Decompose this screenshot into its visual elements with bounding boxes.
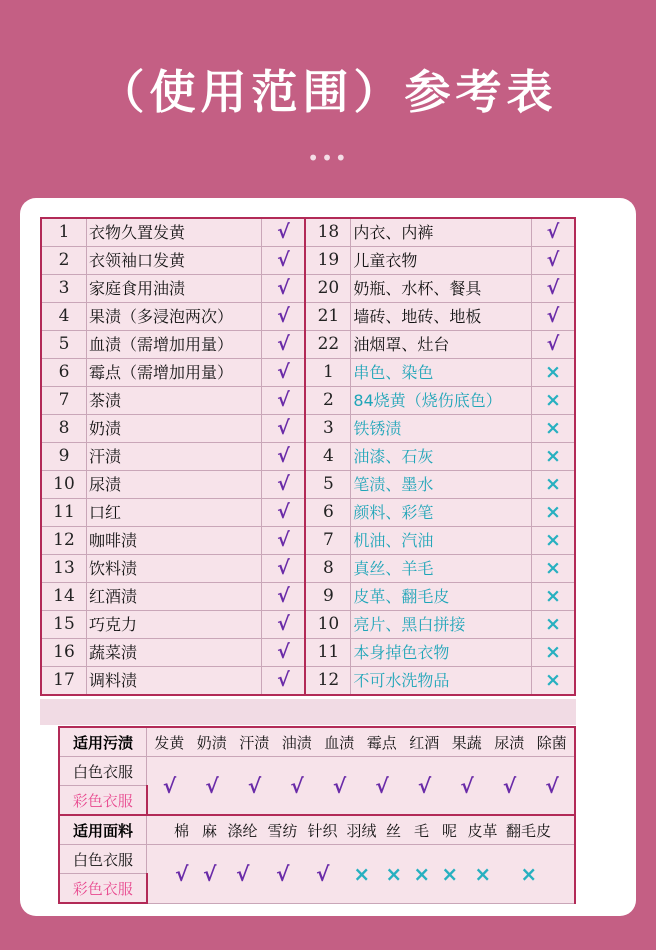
right-label: 亮片、黑白拼接 (351, 611, 532, 639)
left-number: 8 (41, 415, 87, 443)
fabrics-white-label: 白色衣服 (59, 845, 147, 874)
right-label: 本身掉色衣物 (351, 639, 532, 667)
stains-white-label: 白色衣服 (59, 757, 147, 786)
table-row (41, 471, 575, 499)
left-label: 果渍（多浸泡两次） (87, 303, 262, 331)
fabric-mark: × (441, 861, 459, 886)
right-number: 9 (305, 583, 351, 611)
table-row (41, 443, 575, 471)
left-number: 7 (41, 387, 87, 415)
fabric-mark: × (353, 861, 371, 886)
left-check-mark: √ (262, 499, 306, 527)
stain-type: 汗渍 (239, 733, 270, 752)
right-number: 4 (305, 443, 351, 471)
right-cross-mark: × (532, 555, 576, 583)
left-label: 血渍（需增加用量） (87, 331, 262, 359)
right-label: 铁锈渍 (351, 415, 532, 443)
stain-type: 油渍 (281, 733, 312, 752)
right-label: 84烧黄（烧伤底色） (351, 387, 532, 415)
table-row (41, 667, 575, 696)
left-check-mark: √ (262, 359, 306, 387)
fabric-type: 丝 (385, 821, 401, 840)
table-row (41, 359, 575, 387)
stain-type: 奶渍 (196, 733, 227, 752)
stain-type: 发黄 (154, 733, 185, 752)
stain-check-mark: √ (545, 773, 559, 798)
fabric-mark: × (413, 861, 431, 886)
fabric-type: 呢 (441, 821, 457, 840)
table-row (41, 639, 575, 667)
right-label: 真丝、羊毛 (351, 555, 532, 583)
left-check-mark: √ (262, 443, 306, 471)
stain-type: 霉点 (366, 733, 397, 752)
left-label: 家庭食用油渍 (87, 275, 262, 303)
left-number: 2 (41, 247, 87, 275)
stains-color-label: 彩色衣服 (59, 786, 147, 816)
right-label: 儿童衣物 (351, 247, 532, 275)
fabric-mark: √ (175, 861, 189, 886)
left-check-mark: √ (262, 555, 306, 583)
left-label: 汗渍 (87, 443, 262, 471)
right-cross-mark: × (532, 387, 576, 415)
left-label: 奶渍 (87, 415, 262, 443)
right-cross-mark: × (532, 471, 576, 499)
fabrics-color-label: 彩色衣服 (59, 874, 147, 904)
table-row (41, 499, 575, 527)
fabric-mark: √ (276, 861, 290, 886)
right-number: 6 (305, 499, 351, 527)
stain-type: 尿渍 (494, 733, 525, 752)
table-row (41, 303, 575, 331)
fabric-mark: √ (316, 861, 330, 886)
right-label: 内衣、内裤 (351, 218, 532, 247)
table-row (41, 275, 575, 303)
right-cross-mark: × (532, 527, 576, 555)
right-number: 12 (305, 667, 351, 696)
fabrics-header: 适用面料 (59, 815, 147, 845)
fabric-mark: √ (236, 861, 250, 886)
right-label: 油漆、石灰 (351, 443, 532, 471)
stain-check-mark: √ (417, 773, 432, 798)
fabric-type: 涤纶 (227, 821, 258, 840)
left-check-mark: √ (262, 667, 306, 696)
table-row (41, 527, 575, 555)
fabric-type: 麻 (201, 821, 217, 840)
table-row (41, 611, 575, 639)
stain-check-mark: √ (375, 773, 389, 798)
right-cross-mark: × (532, 583, 576, 611)
right-number: 20 (305, 275, 351, 303)
page-title: （使用范围）参考表 (98, 65, 558, 119)
left-number: 3 (41, 275, 87, 303)
table-row (41, 247, 575, 275)
right-number: 1 (305, 359, 351, 387)
fabric-type: 雪纺 (267, 821, 298, 840)
left-check-mark: √ (262, 331, 306, 359)
right-number: 22 (305, 331, 351, 359)
table-row (41, 555, 575, 583)
right-number: 2 (305, 387, 351, 415)
right-number: 3 (305, 415, 351, 443)
left-check-mark: √ (262, 275, 306, 303)
right-number: 8 (305, 555, 351, 583)
right-label: 串色、染色 (351, 359, 532, 387)
left-number: 12 (41, 527, 87, 555)
left-check-mark: √ (262, 527, 306, 555)
applicable-table (58, 726, 576, 904)
left-check-mark: √ (262, 611, 306, 639)
left-check-mark: √ (262, 471, 306, 499)
left-label: 霉点（需增加用量） (87, 359, 262, 387)
right-label: 奶瓶、水杯、餐具 (351, 275, 532, 303)
right-number: 7 (305, 527, 351, 555)
right-label: 墙砖、地砖、地板 (351, 303, 532, 331)
table-row (41, 218, 575, 247)
stain-type: 除菌 (536, 733, 567, 752)
stain-check-mark: √ (162, 773, 177, 798)
fabric-type: 皮革 (467, 821, 498, 840)
right-number: 21 (305, 303, 351, 331)
left-number: 15 (41, 611, 87, 639)
left-number: 9 (41, 443, 87, 471)
stain-check-mark: √ (247, 773, 262, 798)
stains-header: 适用污渍 (59, 727, 147, 757)
fabric-type: 针织 (307, 821, 338, 840)
right-cross-mark: × (532, 443, 576, 471)
stain-check-mark: √ (205, 773, 219, 798)
left-label: 巧克力 (87, 611, 262, 639)
right-cross-mark: × (532, 639, 576, 667)
spacer-band (40, 699, 576, 725)
left-number: 1 (41, 218, 87, 247)
table-row (41, 583, 575, 611)
right-cross-mark: × (532, 359, 576, 387)
right-label: 笔渍、墨水 (351, 471, 532, 499)
right-number: 11 (305, 639, 351, 667)
stain-check-mark: √ (460, 773, 474, 798)
right-cross-mark: × (532, 611, 576, 639)
left-label: 咖啡渍 (87, 527, 262, 555)
fabrics-items (147, 815, 576, 845)
left-number: 5 (41, 331, 87, 359)
left-check-mark: √ (262, 303, 306, 331)
left-label: 茶渍 (87, 387, 262, 415)
left-check-mark: √ (262, 639, 306, 667)
fabrics-marks (147, 845, 576, 904)
stain-type: 血渍 (324, 733, 355, 752)
stains-marks (147, 757, 576, 816)
left-number: 11 (41, 499, 87, 527)
left-label: 衣领袖口发黄 (87, 247, 262, 275)
left-check-mark: √ (262, 387, 306, 415)
right-label: 油烟罩、灶台 (351, 331, 532, 359)
right-label: 机油、汽油 (351, 527, 532, 555)
left-label: 尿渍 (87, 471, 262, 499)
right-check-mark: √ (532, 331, 576, 359)
left-check-mark: √ (262, 583, 306, 611)
left-check-mark: √ (262, 218, 306, 247)
ellipsis-dots: ••• (307, 146, 349, 170)
fabric-mark: × (520, 861, 538, 886)
fabric-mark: √ (203, 861, 217, 886)
right-label: 颜料、彩笔 (351, 499, 532, 527)
left-number: 6 (41, 359, 87, 387)
right-number: 10 (305, 611, 351, 639)
left-number: 16 (41, 639, 87, 667)
left-label: 衣物久置发黄 (87, 218, 262, 247)
table-row (41, 331, 575, 359)
left-check-mark: √ (262, 247, 306, 275)
right-check-mark: √ (532, 303, 576, 331)
usage-range-table (40, 217, 576, 696)
fabric-type: 羽绒 (346, 821, 377, 840)
right-check-mark: √ (532, 218, 576, 247)
right-cross-mark: × (532, 415, 576, 443)
stain-check-mark: √ (332, 773, 347, 798)
right-number: 18 (305, 218, 351, 247)
stain-type: 果蔬 (451, 733, 482, 752)
stain-check-mark: √ (502, 773, 517, 798)
left-number: 14 (41, 583, 87, 611)
left-label: 调料渍 (87, 667, 262, 696)
right-check-mark: √ (532, 275, 576, 303)
left-label: 饮料渍 (87, 555, 262, 583)
fabric-type: 毛 (413, 821, 429, 840)
fabric-type: 棉 (173, 821, 189, 840)
left-number: 13 (41, 555, 87, 583)
right-number: 19 (305, 247, 351, 275)
right-cross-mark: × (532, 667, 576, 696)
left-number: 17 (41, 667, 87, 696)
stain-check-mark: √ (290, 773, 304, 798)
left-label: 蔬菜渍 (87, 639, 262, 667)
right-check-mark: √ (532, 247, 576, 275)
right-label: 皮革、翻毛皮 (351, 583, 532, 611)
table-row (41, 387, 575, 415)
left-check-mark: √ (262, 415, 306, 443)
right-number: 5 (305, 471, 351, 499)
stain-type: 红酒 (409, 733, 440, 752)
fabric-type: 翻毛皮 (505, 821, 551, 840)
right-label: 不可水洗物品 (351, 667, 532, 696)
left-number: 4 (41, 303, 87, 331)
left-label: 红酒渍 (87, 583, 262, 611)
stains-items (147, 727, 576, 757)
left-number: 10 (41, 471, 87, 499)
table-row (41, 415, 575, 443)
fabric-mark: × (474, 861, 492, 886)
fabric-mark: × (385, 861, 403, 886)
left-label: 口红 (87, 499, 262, 527)
right-cross-mark: × (532, 499, 576, 527)
